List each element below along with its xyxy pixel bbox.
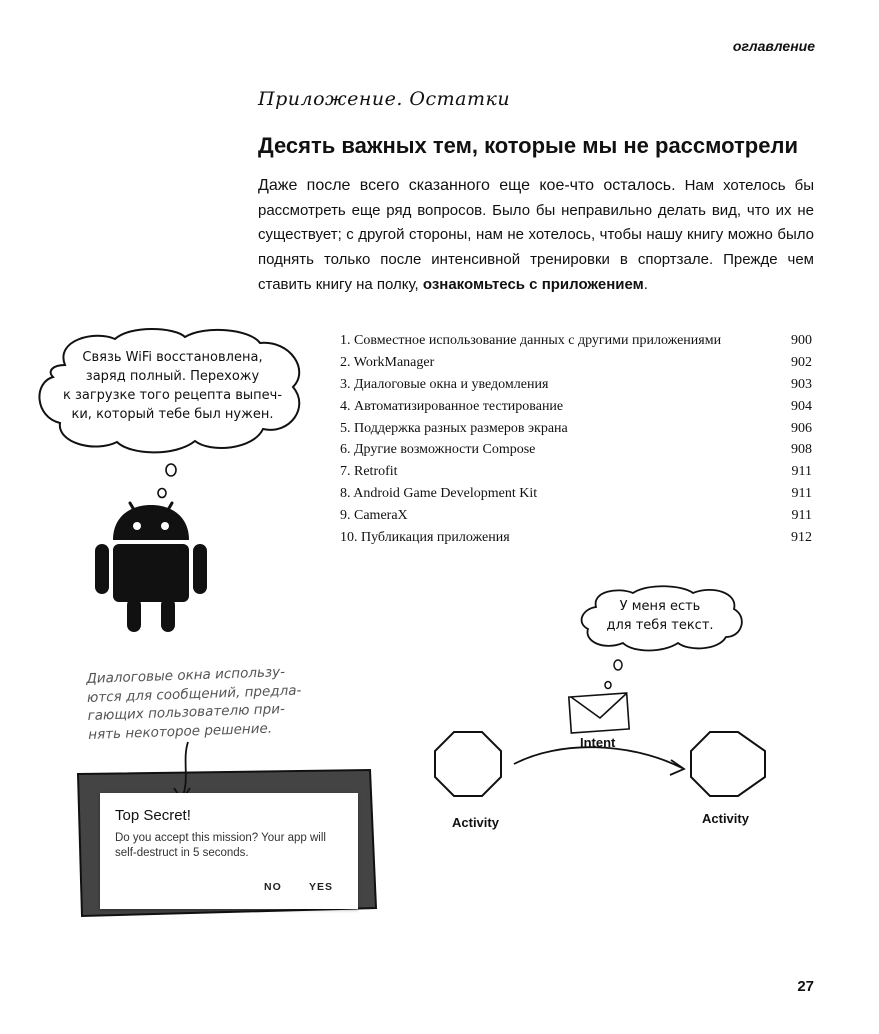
toc-item-title: 3. Диалоговые окна и уведомления: [340, 376, 549, 392]
dialog-title: Top Secret!: [115, 807, 191, 824]
toc-item[interactable]: [340, 439, 812, 461]
toc-item-title: 2. WorkManager: [340, 354, 435, 370]
toc-item-page: 912: [791, 530, 812, 546]
thought-dot: [614, 660, 622, 670]
activity-right-octagon: [691, 732, 765, 796]
toc-item-title: 7. Retrofit: [340, 464, 398, 480]
android-robot-icon: [85, 460, 225, 640]
toc-item[interactable]: [340, 505, 812, 527]
intro-body: Нам хотелось бы рассмотреть еще ряд вопросов. Было бы неправильно делать вид, что их не существует; с другой стороны, нам не хотелось, чтобы нашу книгу можно было поднять только после интенсивной тренировки в спортзале. Прежде чем ставить книгу на полку,: [258, 177, 814, 293]
toc-item-page: 911: [791, 508, 812, 524]
intent-arrow: [514, 747, 682, 768]
dialog-message: Do you accept this mission? Your app will self-destruct in 5 seconds.: [115, 832, 326, 859]
toc-item-page: 911: [791, 486, 812, 502]
running-head: оглавление: [732, 38, 815, 54]
toc-item[interactable]: [340, 330, 812, 352]
toc-item-page: 903: [791, 376, 812, 392]
bubble-line: для тебя текст.: [606, 618, 714, 633]
toc-item[interactable]: [340, 352, 812, 374]
toc-item[interactable]: [340, 396, 812, 418]
intent-label: Intent: [580, 735, 616, 750]
toc-item-title: 10. Публикация приложения: [340, 530, 510, 546]
toc-item-page: 904: [791, 398, 812, 414]
toc-item-title: 4. Автоматизированное тестирование: [340, 398, 564, 414]
annotation-line: гающих пользователю при-: [87, 701, 286, 724]
toc-item[interactable]: [340, 483, 812, 505]
intro-lead: Даже после всего сказанного еще кое-что осталось.: [258, 177, 676, 194]
envelope-icon: [569, 693, 629, 733]
toc-item-page: 911: [791, 464, 812, 480]
intro-paragraph: [258, 174, 814, 298]
dialog-annotation: [86, 662, 318, 744]
toc-item-page: 906: [791, 420, 812, 436]
alert-dialog: [100, 793, 358, 909]
bubble-line: к загрузке того рецепта выпеч-: [62, 388, 283, 403]
section-heading: Десять важных тем, которые мы не рассмотрели: [258, 133, 798, 158]
toc-item-title: 1. Совместное использование данных с другими приложениями: [340, 333, 722, 348]
annotation-line: нять некоторое решение.: [87, 720, 273, 743]
toc-item-title: 8. Android Game Development Kit: [340, 486, 538, 502]
toc-item[interactable]: [340, 418, 812, 440]
dialog-yes-button[interactable]: YES: [309, 881, 334, 893]
toc-item-page: 908: [791, 442, 812, 458]
bubble-line: У меня есть: [619, 599, 701, 614]
annotation-line: ются для сообщений, предла-: [86, 682, 302, 706]
toc-item-title: 9. CameraX: [340, 508, 408, 524]
toc-item-title: 5. Поддержка разных размеров экрана: [340, 420, 568, 436]
bubble-line: ки, который тебе был нужен.: [71, 407, 274, 422]
activity-left-octagon: [435, 732, 501, 796]
toc-item[interactable]: [340, 461, 812, 483]
toc-item[interactable]: [340, 374, 812, 396]
toc-item-title: 6. Другие возможности Compose: [340, 442, 536, 458]
thought-dot: [605, 682, 611, 689]
intro-end: .: [643, 275, 648, 293]
bubble-line: Связь WiFi восстановлена,: [82, 350, 263, 365]
activity-left-label: Activity: [452, 815, 499, 830]
activity-right-label: Activity: [702, 811, 749, 826]
toc-item[interactable]: [340, 527, 812, 549]
bubble-line: заряд полный. Перехожу: [85, 369, 260, 384]
toc-item-page: 902: [791, 354, 812, 370]
annotation-line: Диалоговые окна использу-: [86, 664, 286, 687]
intro-emphasis: ознакомьтесь с приложением: [422, 275, 644, 293]
toc-item-page: 900: [791, 333, 812, 348]
dialog-no-button[interactable]: NO: [264, 881, 282, 893]
appendix-title: Приложение. Остатки: [258, 88, 511, 110]
page-number: 27: [797, 978, 814, 995]
android-speech-text: [55, 348, 290, 424]
text-bubble-text: [590, 597, 730, 635]
appendix-toc: [340, 330, 812, 549]
